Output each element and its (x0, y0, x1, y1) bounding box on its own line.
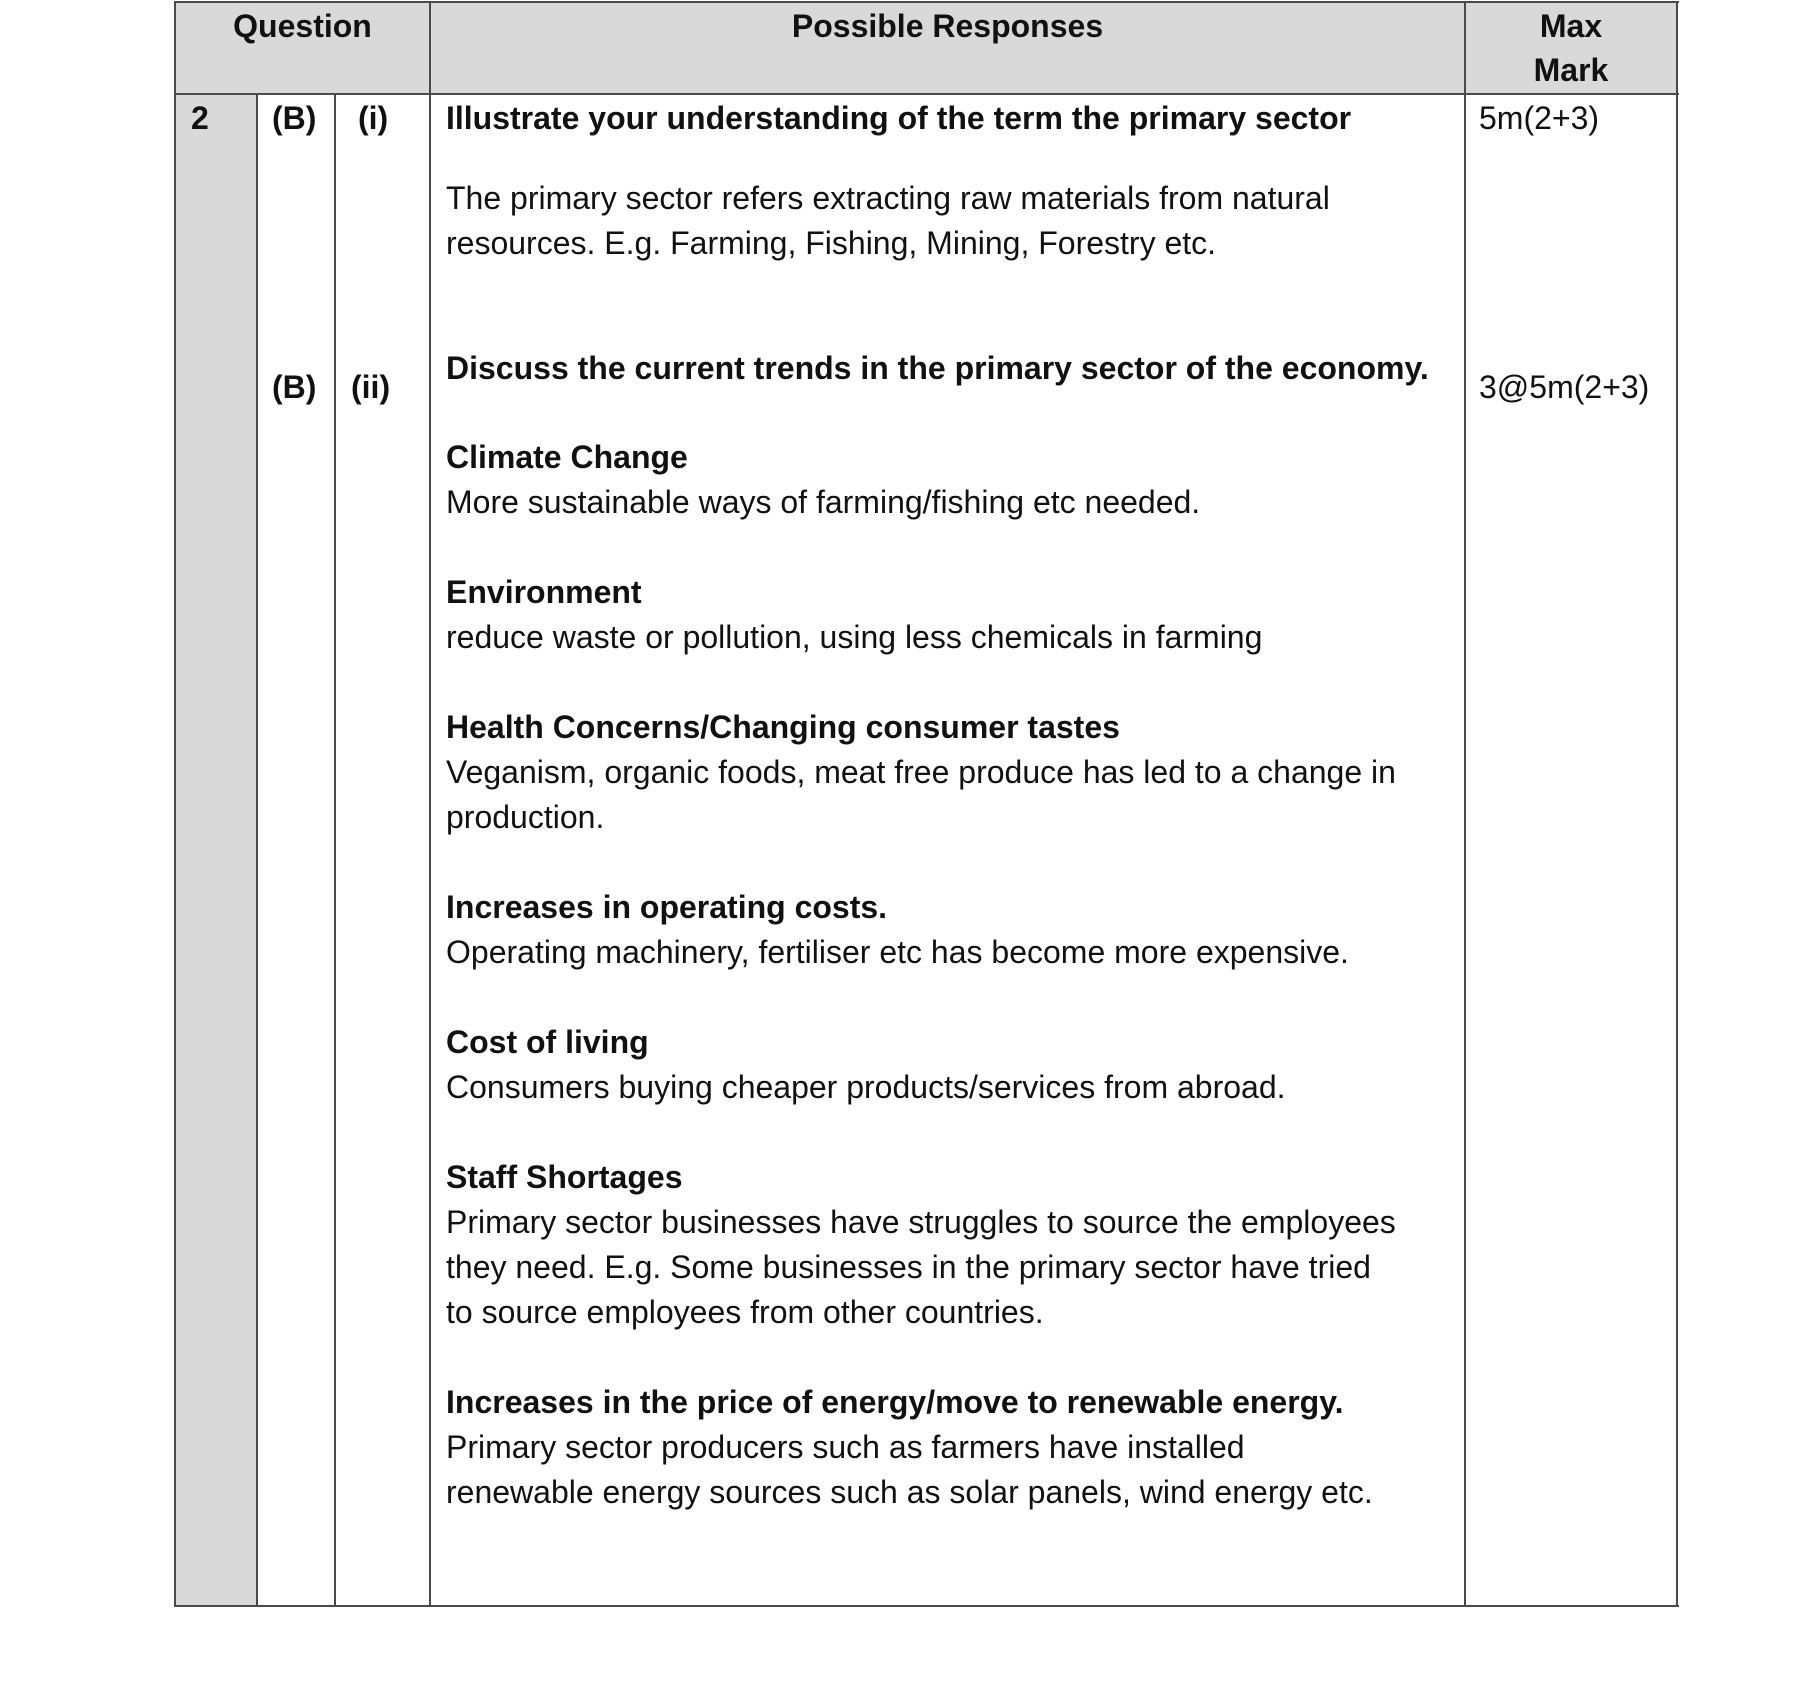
part-i-section: (B) (272, 100, 317, 136)
trend-detail-line: Primary sector businesses have struggles to source the employees (446, 1204, 1396, 1240)
header-max-mark-line-1: Max (1539, 8, 1603, 44)
trend-detail-line: production. (446, 799, 605, 835)
header-question: Question (233, 8, 372, 44)
question-number: 2 (191, 100, 209, 136)
part-i-answer-line: resources. E.g. Farming, Fishing, Mining, Forestry etc. (446, 225, 1217, 261)
column-divider (429, 1, 431, 1607)
trend-detail-line: Operating machinery, fertiliser etc has become more expensive. (446, 934, 1349, 970)
part-i-question: Illustrate your understanding of the term the primary sector (446, 100, 1352, 136)
trend-detail-line: renewable energy sources such as solar panels, wind energy etc. (446, 1474, 1373, 1510)
trend-heading: Health Concerns/Changing consumer tastes (446, 709, 1120, 745)
table-top-border (174, 1, 1679, 3)
part-i-sub: (i) (358, 100, 389, 136)
trend-detail-line: to source employees from other countries. (446, 1294, 1044, 1330)
header-bottom-border (174, 93, 1679, 95)
trend-heading: Increases in the price of energy/move to renewable energy. (446, 1384, 1344, 1420)
trend-heading: Increases in operating costs. (446, 889, 888, 925)
header-max-mark-line-2: Mark (1533, 52, 1609, 88)
trend-detail-line: More sustainable ways of farming/fishing etc needed. (446, 484, 1201, 520)
trend-detail-line: Primary sector producers such as farmers have installed (446, 1429, 1245, 1465)
header-possible-responses: Possible Responses (791, 8, 1104, 44)
part-ii-sub: (ii) (351, 369, 391, 405)
part-ii-mark: 3@5m(2+3) (1479, 369, 1650, 405)
table-bottom-border (174, 1605, 1679, 1607)
trend-detail-line: reduce waste or pollution, using less chemicals in farming (446, 619, 1263, 655)
column-divider (334, 93, 336, 1607)
trend-heading: Cost of living (446, 1024, 649, 1060)
trend-heading: Environment (446, 574, 642, 610)
table-right-border (1676, 1, 1678, 1607)
trend-detail-line: they need. E.g. Some businesses in the primary sector have tried (446, 1249, 1371, 1285)
table-left-border (174, 1, 176, 1607)
trend-heading: Climate Change (446, 439, 688, 475)
part-i-mark: 5m(2+3) (1479, 100, 1600, 136)
column-divider (1464, 1, 1466, 1607)
column-divider (256, 93, 258, 1607)
part-i-answer-line: The primary sector refers extracting raw materials from natural (446, 180, 1330, 216)
part-ii-question: Discuss the current trends in the primary sector of the economy. (446, 350, 1429, 386)
trend-detail-line: Consumers buying cheaper products/services from abroad. (446, 1069, 1286, 1105)
question-number-column-shading (175, 94, 257, 1605)
part-ii-section: (B) (272, 369, 317, 405)
trend-detail-line: Veganism, organic foods, meat free produce has led to a change in (446, 754, 1396, 790)
trend-heading: Staff Shortages (446, 1159, 683, 1195)
